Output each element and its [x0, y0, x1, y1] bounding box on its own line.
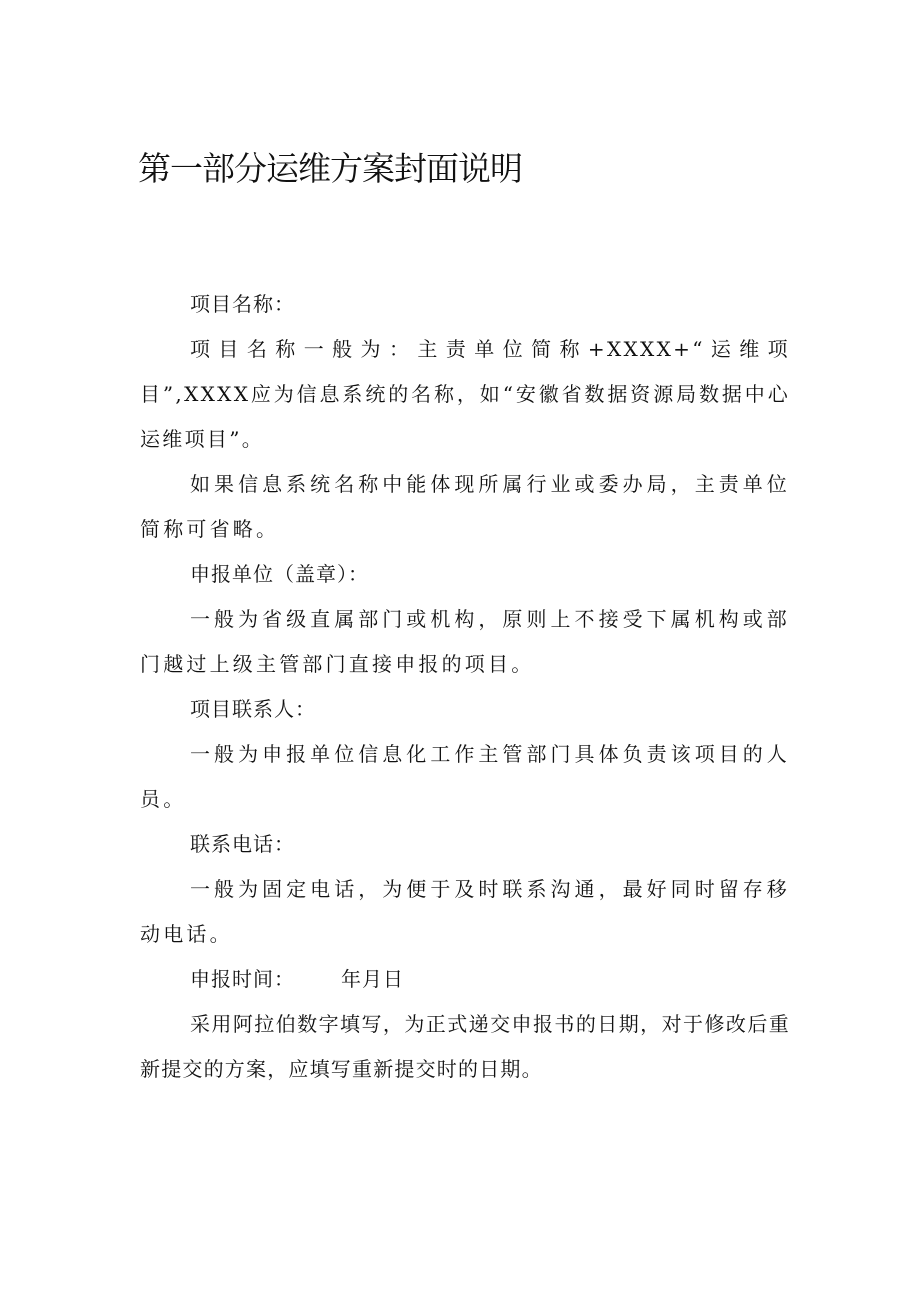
paragraph-applicant-unit: 一般为省级直属部门或机构，原则上不接受下属机构或部门越过上级主管部门直接申报的项目。	[140, 607, 790, 676]
section-label-project-contact: 项目联系人：	[190, 697, 316, 721]
section-label-project-name: 项目名称：	[190, 292, 295, 316]
paragraph-project-name-omit: 如果信息系统名称中能体现所属行业或委办局，主责单位简称可省略。	[140, 472, 790, 541]
page-title: 第一部分运维方案封面说明	[138, 149, 522, 188]
paragraph-contact-phone: 一般为固定电话，为便于及时联系沟通，最好同时留存移动电话。	[140, 877, 790, 946]
section-label-application-date	[140, 957, 790, 1002]
paragraph-project-contact: 一般为申报单位信息化工作主管部门具体负责该项目的人员。	[140, 742, 790, 811]
paragraph-project-name-format: 项目名称一般为：主责单位简称+XXXX+“运维项目”,XXXX应为信息系统的名称，如“安徽省数据资源局数据中心运维项目”。	[140, 337, 790, 451]
application-date-label: 申报时间：	[190, 967, 295, 991]
section-label-applicant-unit: 申报单位（盖章）：	[190, 562, 369, 586]
section-label-contact-phone: 联系电话：	[190, 832, 295, 856]
document-body	[140, 282, 790, 1092]
application-date-value: 年月日	[341, 967, 404, 991]
paragraph-application-date: 采用阿拉伯数字填写，为正式递交申报书的日期，对于修改后重新提交的方案，应填写重新提交时的日期。	[140, 1012, 790, 1081]
